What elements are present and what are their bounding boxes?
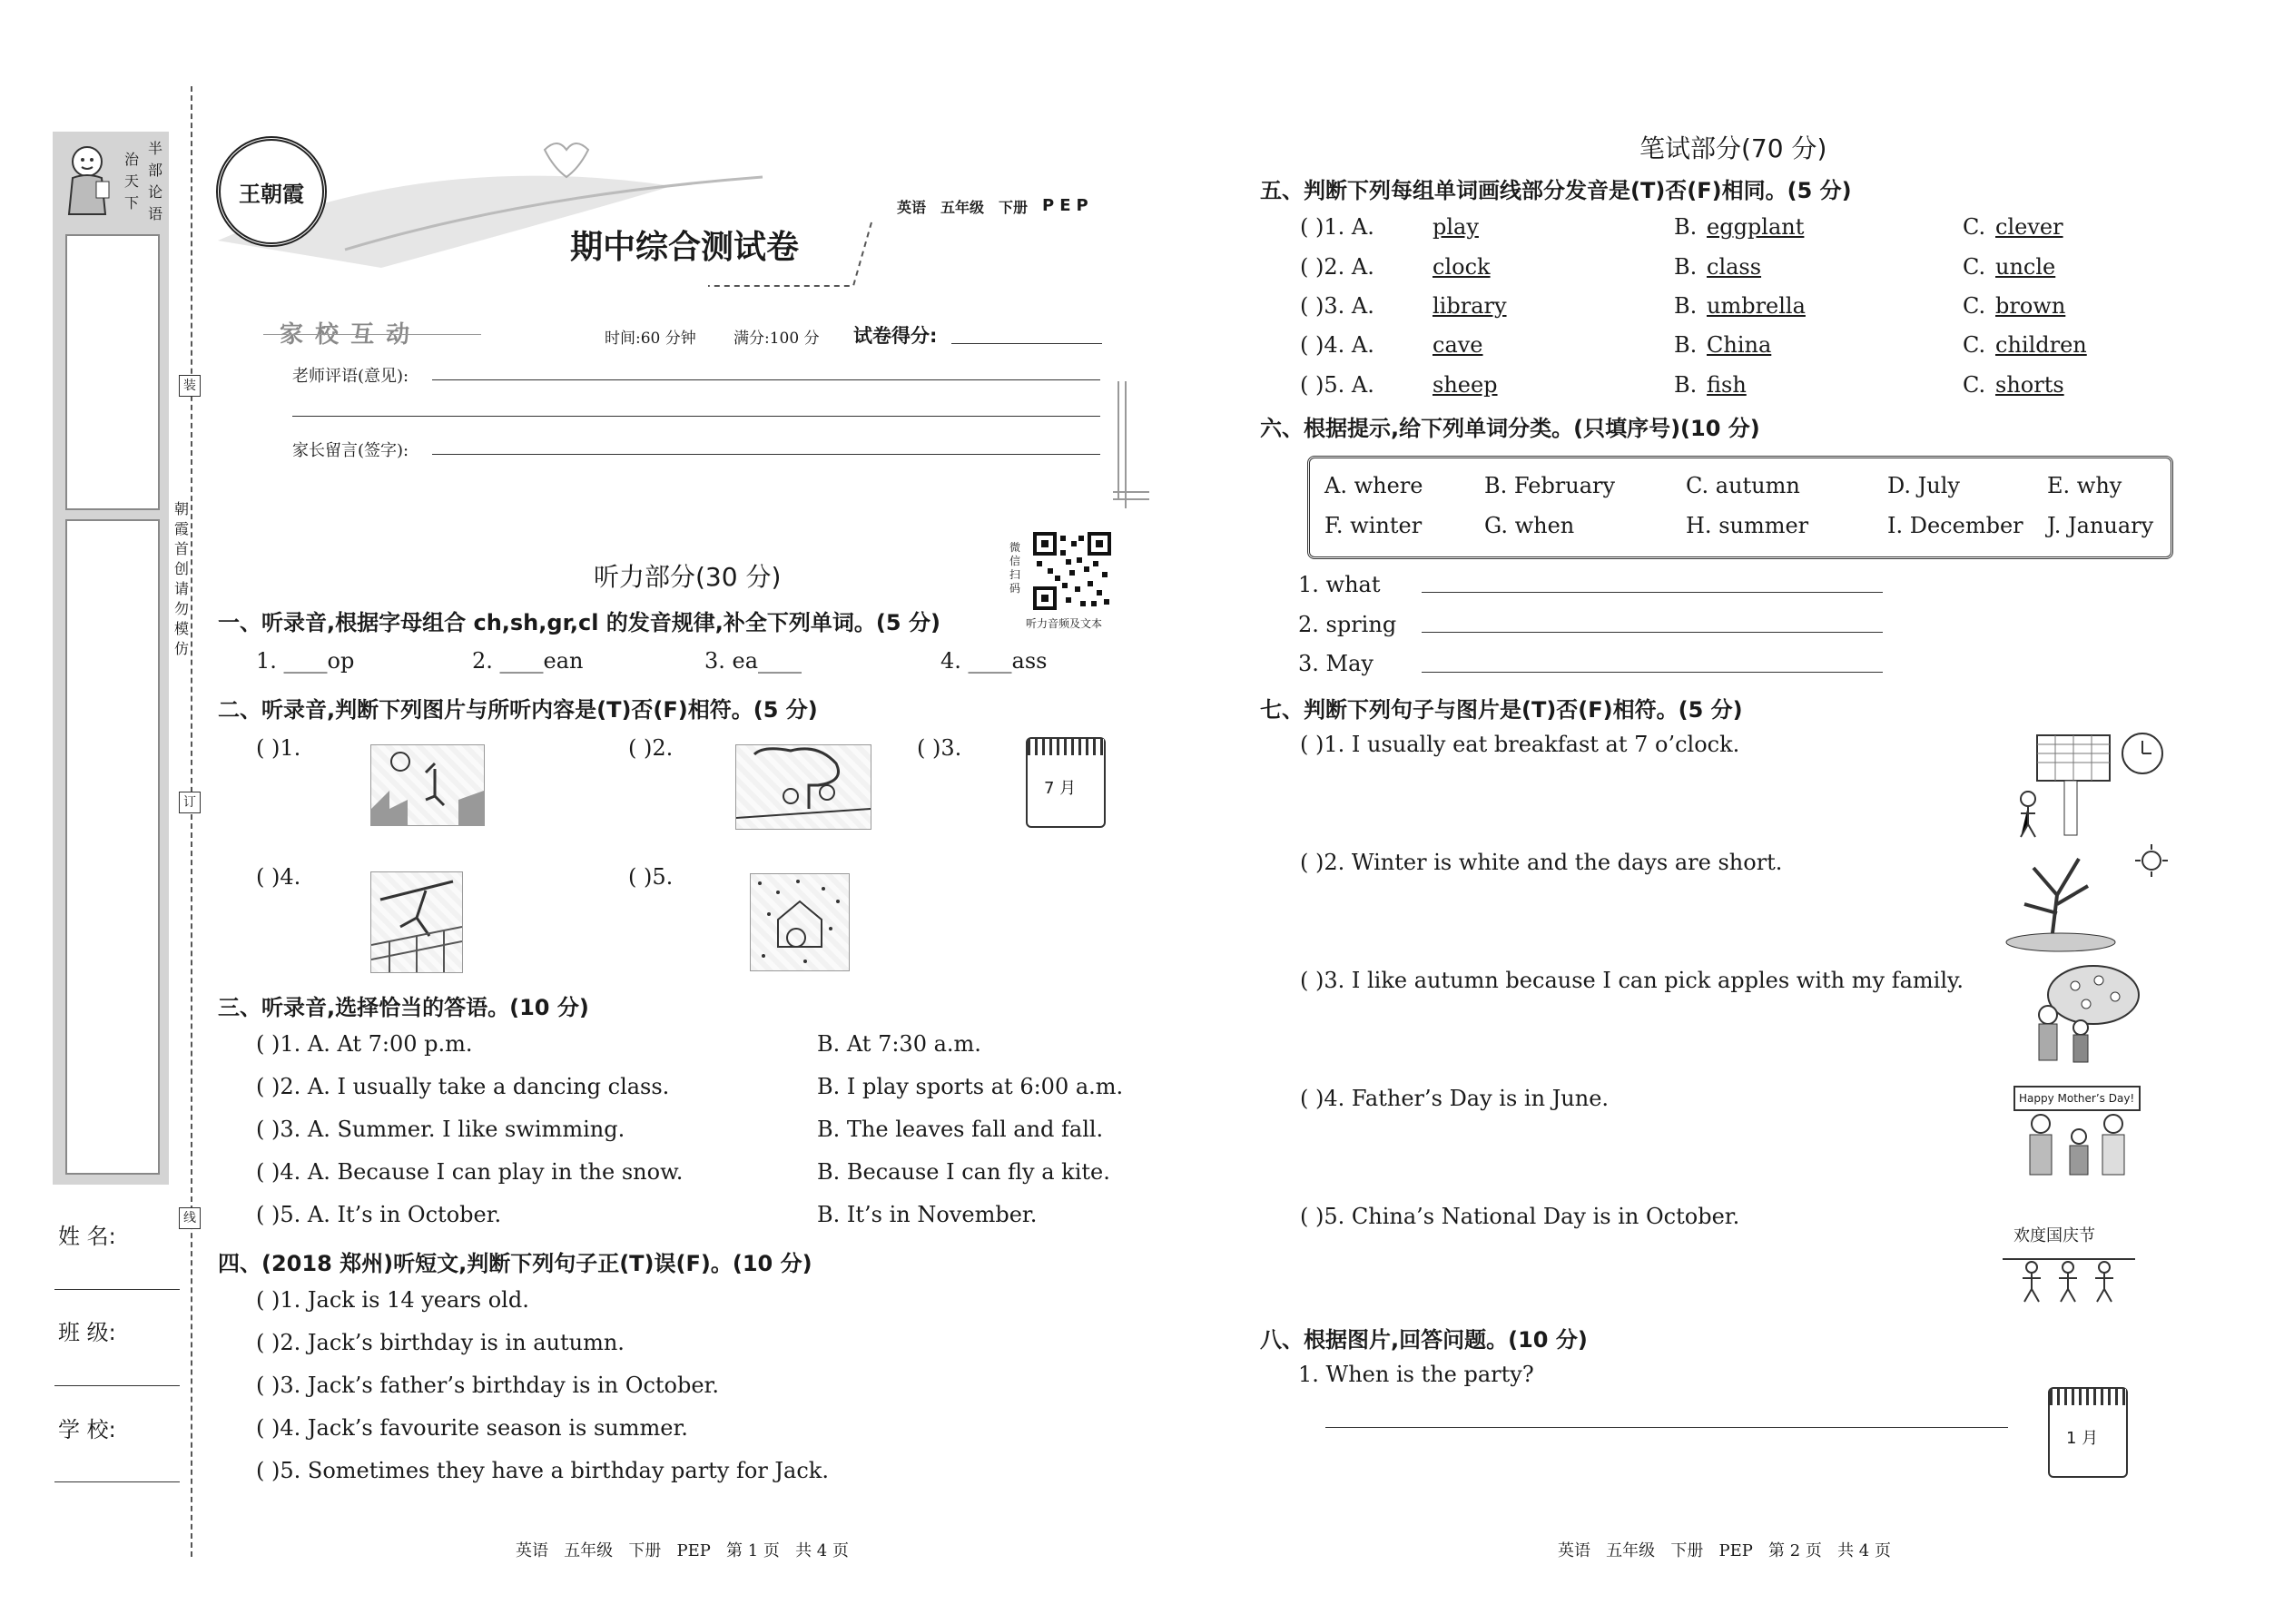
logo-text: 王朝霞 [239,180,304,207]
q2-picture-5 [750,873,850,971]
qr-side-text: 微信扫码 [1009,541,1021,595]
q7-heading: 七、判断下列句子与图片是(T)否(F)相符。(5 分) [1260,697,1743,723]
q6-heading: 六、根据提示,给下列单词分类。(只填序号)(10 分) [1260,416,1760,441]
sidebar-mascot-icon [56,136,114,218]
q8-answer-line[interactable] [1325,1427,2008,1428]
q3-heading: 三、听录音,选择恰当的答语。(10 分) [218,995,589,1020]
q7-picture-1 [2001,726,2166,839]
q6-answer-line-2[interactable] [1422,632,1883,633]
q3-item-2-a[interactable]: ( )2. A. I usually take a dancing class. [256,1074,670,1099]
score-label: 试卷得分: [853,325,938,347]
q6-word-d: D. July [1887,473,1960,498]
q5-row-2-a: clock [1433,254,1491,280]
q1-item-4[interactable]: 4. ____ass [940,648,1048,674]
q3-item-3-a[interactable]: ( )3. A. Summer. I like swimming. [256,1117,625,1142]
q6-word-e: E. why [2047,473,2122,498]
q8-calendar-icon [2048,1387,2128,1478]
q5-row-3-b-prefix: B. [1674,293,1698,319]
q6-answer-line-1[interactable] [1422,592,1883,593]
q6-word-box [1307,456,2173,559]
q5-row-5-c: shorts [1995,372,2064,398]
q7-item-1[interactable]: ( )1. I usually eat breakfast at 7 o’clock. [1300,732,1740,757]
q7-picture-5-text: 欢度国庆节 [2013,1226,2095,1245]
logo-emblem [216,136,327,247]
q6-word-h: H. summer [1686,513,1809,538]
q2-heading: 二、听录音,判断下列图片与所听内容是(T)否(F)相符。(5 分) [218,697,818,723]
q8-calendar-label: 1 月 [2066,1429,2099,1448]
q5-row-3-c: brown [1995,293,2066,319]
q7-item-2[interactable]: ( )2. Winter is white and the days are short. [1300,850,1783,875]
q5-row-4-b-prefix: B. [1674,332,1698,358]
q5-row-3-number[interactable]: ( )3. A. [1300,293,1374,319]
q2-item-5[interactable]: ( )5. [628,864,674,890]
q2-picture-2 [735,744,871,830]
q5-row-2-b: class [1707,254,1762,280]
q1-item-1[interactable]: 1. ____op [256,648,355,674]
q4-item-4[interactable]: ( )4. Jack’s favourite season is summer. [256,1415,688,1441]
q7-picture-3 [2021,964,2141,1066]
q5-row-5-b: fish [1707,372,1747,398]
footer-left: 英语 五年级 下册 PEP 第 1 页 共 4 页 [516,1541,849,1560]
q3-item-5-b[interactable]: B. It’s in November. [817,1202,1038,1227]
q7-item-5[interactable]: ( )5. China’s National Day is in October. [1300,1204,1740,1229]
q6-answer-line-3[interactable] [1422,672,1883,673]
q2-calendar-label: 7 月 [1044,779,1077,798]
q5-row-5-b-prefix: B. [1674,372,1698,398]
q5-row-2-c-prefix: C. [1963,254,1986,280]
motto-col-2: 治 天 下 [123,151,139,212]
q2-picture-4 [370,871,463,973]
q7-picture-5-banner [2003,1218,2135,1260]
grade-tag: 五年级 [940,199,985,216]
q5-row-1-c-prefix: C. [1963,214,1986,240]
q2-item-2[interactable]: ( )2. [628,735,674,761]
binding-mark-2: 订 [179,792,201,813]
frame-lines [1113,381,1149,517]
q7-picture-4-banner [2013,1086,2141,1111]
q3-item-1-b[interactable]: B. At 7:30 a.m. [817,1031,981,1057]
score-field[interactable] [951,343,1102,344]
q8-heading: 八、根据图片,回答问题。(10 分) [1260,1327,1588,1353]
q4-heading: 四、(2018 郑州)听短文,判断下列句子正(T)误(F)。(10 分) [218,1251,812,1276]
q5-row-4-number[interactable]: ( )4. A. [1300,332,1374,358]
q6-word-f: F. winter [1324,513,1423,538]
q4-item-2[interactable]: ( )2. Jack’s birthday is in autumn. [256,1330,625,1355]
q6-word-j: J. January [2047,513,2154,538]
full-score: 满分:100 分 [733,330,820,348]
q5-row-3-b: umbrella [1707,293,1806,319]
q4-item-1[interactable]: ( )1. Jack is 14 years old. [256,1287,529,1313]
q5-row-2-b-prefix: B. [1674,254,1698,280]
q7-picture-2 [1997,841,2170,953]
volume-tag: 下册 [999,199,1029,216]
q5-row-4-a: cave [1433,332,1483,358]
q3-item-5-a[interactable]: ( )5. A. It’s in October. [256,1202,502,1227]
q2-item-1[interactable]: ( )1. [256,735,301,761]
q5-row-4-b: China [1707,332,1772,358]
q7-picture-4 [2010,1082,2144,1178]
q6-prompt-2: 2. spring [1298,612,1397,637]
interaction-label-line [263,334,481,335]
class-label: 班 级: [58,1320,116,1345]
binding-line [191,86,192,1557]
q6-prompt-3: 3. May [1298,651,1373,676]
page-title: 期中综合测试卷 [570,228,800,266]
school-field[interactable] [54,1481,180,1482]
q6-word-c: C. autumn [1686,473,1800,498]
subject-tags [897,196,1094,217]
time-info: 时间:60 分钟 [605,330,696,348]
parent-message-label: 家长留言(签字): [292,441,409,460]
qr-code[interactable] [1033,532,1111,610]
name-label: 姓 名: [58,1224,116,1249]
q3-item-4-b[interactable]: B. Because I can fly a kite. [817,1159,1110,1185]
q1-item-2[interactable]: 2. ____ean [472,648,584,674]
teacher-comment-label: 老师评语(意见): [292,367,409,386]
q6-word-a: A. where [1324,473,1423,498]
q5-row-5-a: sheep [1433,372,1498,398]
q3-item-2-b[interactable]: B. I play sports at 6:00 a.m. [817,1074,1124,1099]
sidebar-panel-top [65,234,160,510]
school-label: 学 校: [58,1417,116,1442]
q3-item-4-a[interactable]: ( )4. A. Because I can play in the snow. [256,1159,684,1185]
interaction-label: 家 校 互 动 [280,321,412,349]
q5-row-3-a: library [1433,293,1507,319]
footer-right: 英语 五年级 下册 PEP 第 2 页 共 4 页 [1558,1541,1891,1560]
q6-word-i: I. December [1887,513,2023,538]
q4-item-5[interactable]: ( )5. Sometimes they have a birthday party for Jack. [256,1458,829,1483]
q5-row-2-number[interactable]: ( )2. A. [1300,254,1374,280]
q6-prompt-1: 1. what [1298,572,1381,597]
q5-heading: 五、判断下列每组单词画线部分发音是(T)否(F)相同。(5 分) [1260,178,1852,203]
binding-mark-3: 线 [179,1207,201,1229]
writing-title: 笔试部分(70 分) [1639,133,1827,163]
q5-row-5-number[interactable]: ( )5. A. [1300,372,1374,398]
subject-tag: 英语 [897,199,927,216]
q5-row-1-b-prefix: B. [1674,214,1698,240]
parent-message-field[interactable] [432,454,1100,455]
q5-row-1-b: eggplant [1707,214,1805,240]
q6-word-b: B. February [1484,473,1616,498]
q2-item-3[interactable]: ( )3. [917,735,962,761]
name-field[interactable] [54,1289,180,1290]
q1-item-3[interactable]: 3. ea____ [704,648,802,674]
sidebar-panel-bottom [65,519,160,1175]
q5-row-4-c-prefix: C. [1963,332,1986,358]
listening-title: 听力部分(30 分) [594,562,782,592]
q6-word-g: G. when [1484,513,1575,538]
q2-picture-1 [370,744,485,826]
vertical-note: 朝霞首创 请勿模仿 [173,500,189,657]
q7-picture-5 [2003,1218,2139,1305]
q5-row-1-a: play [1433,214,1479,240]
class-field[interactable] [54,1385,180,1386]
q5-row-4-c: children [1995,332,2087,358]
teacher-comment-field[interactable] [432,379,1100,380]
q3-item-3-b[interactable]: B. The leaves fall and fall. [817,1117,1104,1142]
q5-row-1-c: clever [1995,214,2063,240]
q7-item-4[interactable]: ( )4. Father’s Day is in June. [1300,1086,1610,1111]
qr-caption: 听力音频及文本 [1026,617,1103,630]
q2-item-4[interactable]: ( )4. [256,864,301,890]
edition-tag: PEP [1042,196,1094,215]
q7-item-3[interactable]: ( )3. I like autumn because I can pick apples with my family. [1300,968,1964,993]
q7-picture-4-text: Happy Mother’s Day! [2019,1092,2135,1105]
q8-question: 1. When is the party? [1298,1362,1534,1387]
motto-col-1: 半 部 论 语 [147,140,162,222]
calendar-rings [1028,739,1104,755]
binding-mark-1: 装 [179,375,201,397]
q3-item-1-a[interactable]: ( )1. A. At 7:00 p.m. [256,1031,473,1057]
q5-row-3-c-prefix: C. [1963,293,1986,319]
q2-calendar-icon [1026,737,1106,828]
teacher-comment-field-2[interactable] [292,416,1100,417]
calendar-rings [2050,1389,2126,1405]
q4-item-3[interactable]: ( )3. Jack’s father’s birthday is in October. [256,1373,720,1398]
q5-row-2-c: uncle [1995,254,2056,280]
q5-row-1-number[interactable]: ( )1. A. [1300,214,1374,240]
q5-row-5-c-prefix: C. [1963,372,1986,398]
q1-heading: 一、听录音,根据字母组合 ch,sh,gr,cl 的发音规律,补全下列单词。(5 分) [218,610,940,635]
